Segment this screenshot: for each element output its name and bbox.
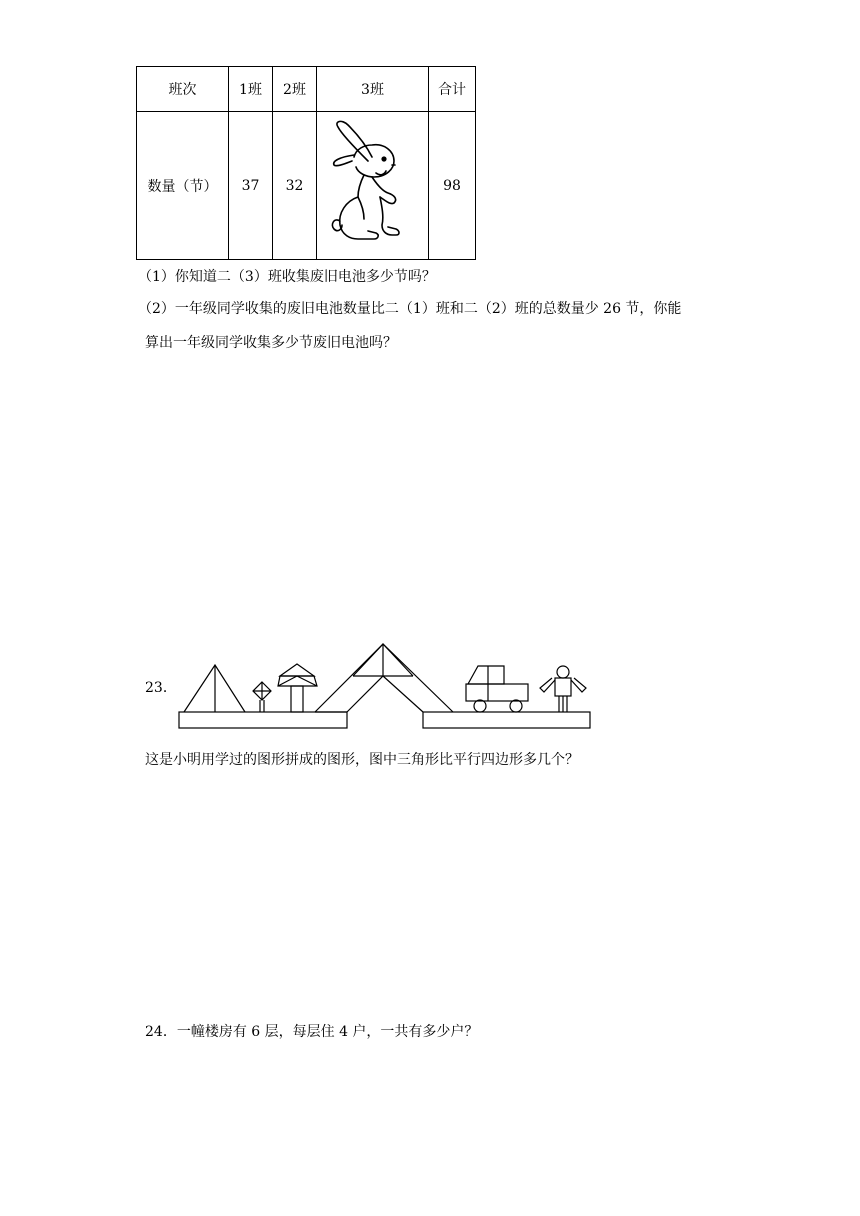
header-total: 合计 [429, 67, 476, 112]
tree-top-triangle [280, 664, 314, 676]
header-class-1: 1班 [229, 67, 273, 112]
header-class: 班次 [137, 67, 229, 112]
cell-class-3 [317, 112, 429, 260]
battery-table [136, 66, 476, 260]
header-class-2: 2班 [273, 67, 317, 112]
cell-class-2: 32 [273, 112, 317, 260]
header-class-3: 3班 [317, 67, 429, 112]
right-base-rectangle [423, 712, 590, 728]
truck-cab [468, 666, 504, 684]
person-body [555, 678, 571, 696]
q23-number: 23． [145, 680, 177, 696]
table-header-row [137, 67, 476, 112]
bridge-outline [315, 644, 453, 712]
q22-part2-line2: 算出一年级同学收集多少节废旧电池吗？ [145, 335, 397, 351]
table-data-row [137, 112, 476, 260]
person-head [557, 666, 569, 678]
shape-picture [176, 642, 596, 732]
left-base-rectangle [179, 712, 347, 728]
rabbit-icon [328, 121, 418, 251]
row-label: 数量（节） [137, 112, 229, 260]
truck-wheel-back [510, 700, 522, 712]
q22-part1: （1）你知道二（3）班收集废旧电池多少节吗？ [138, 269, 436, 285]
truck-body [466, 684, 528, 701]
cell-total: 98 [429, 112, 476, 260]
cell-class-1: 37 [229, 112, 273, 260]
truck-wheel-front [474, 700, 486, 712]
q24-text: 24．一幢楼房有 6 层，每层住 4 户，一共有多少户？ [145, 1024, 479, 1040]
q22-part2-line1: （2）一年级同学收集的废旧电池数量比二（1）班和二（2）班的总数量少 26 节，你能 [138, 301, 682, 317]
q23-text: 这是小明用学过的图形拼成的图形，图中三角形比平行四边形多几个？ [145, 752, 579, 768]
